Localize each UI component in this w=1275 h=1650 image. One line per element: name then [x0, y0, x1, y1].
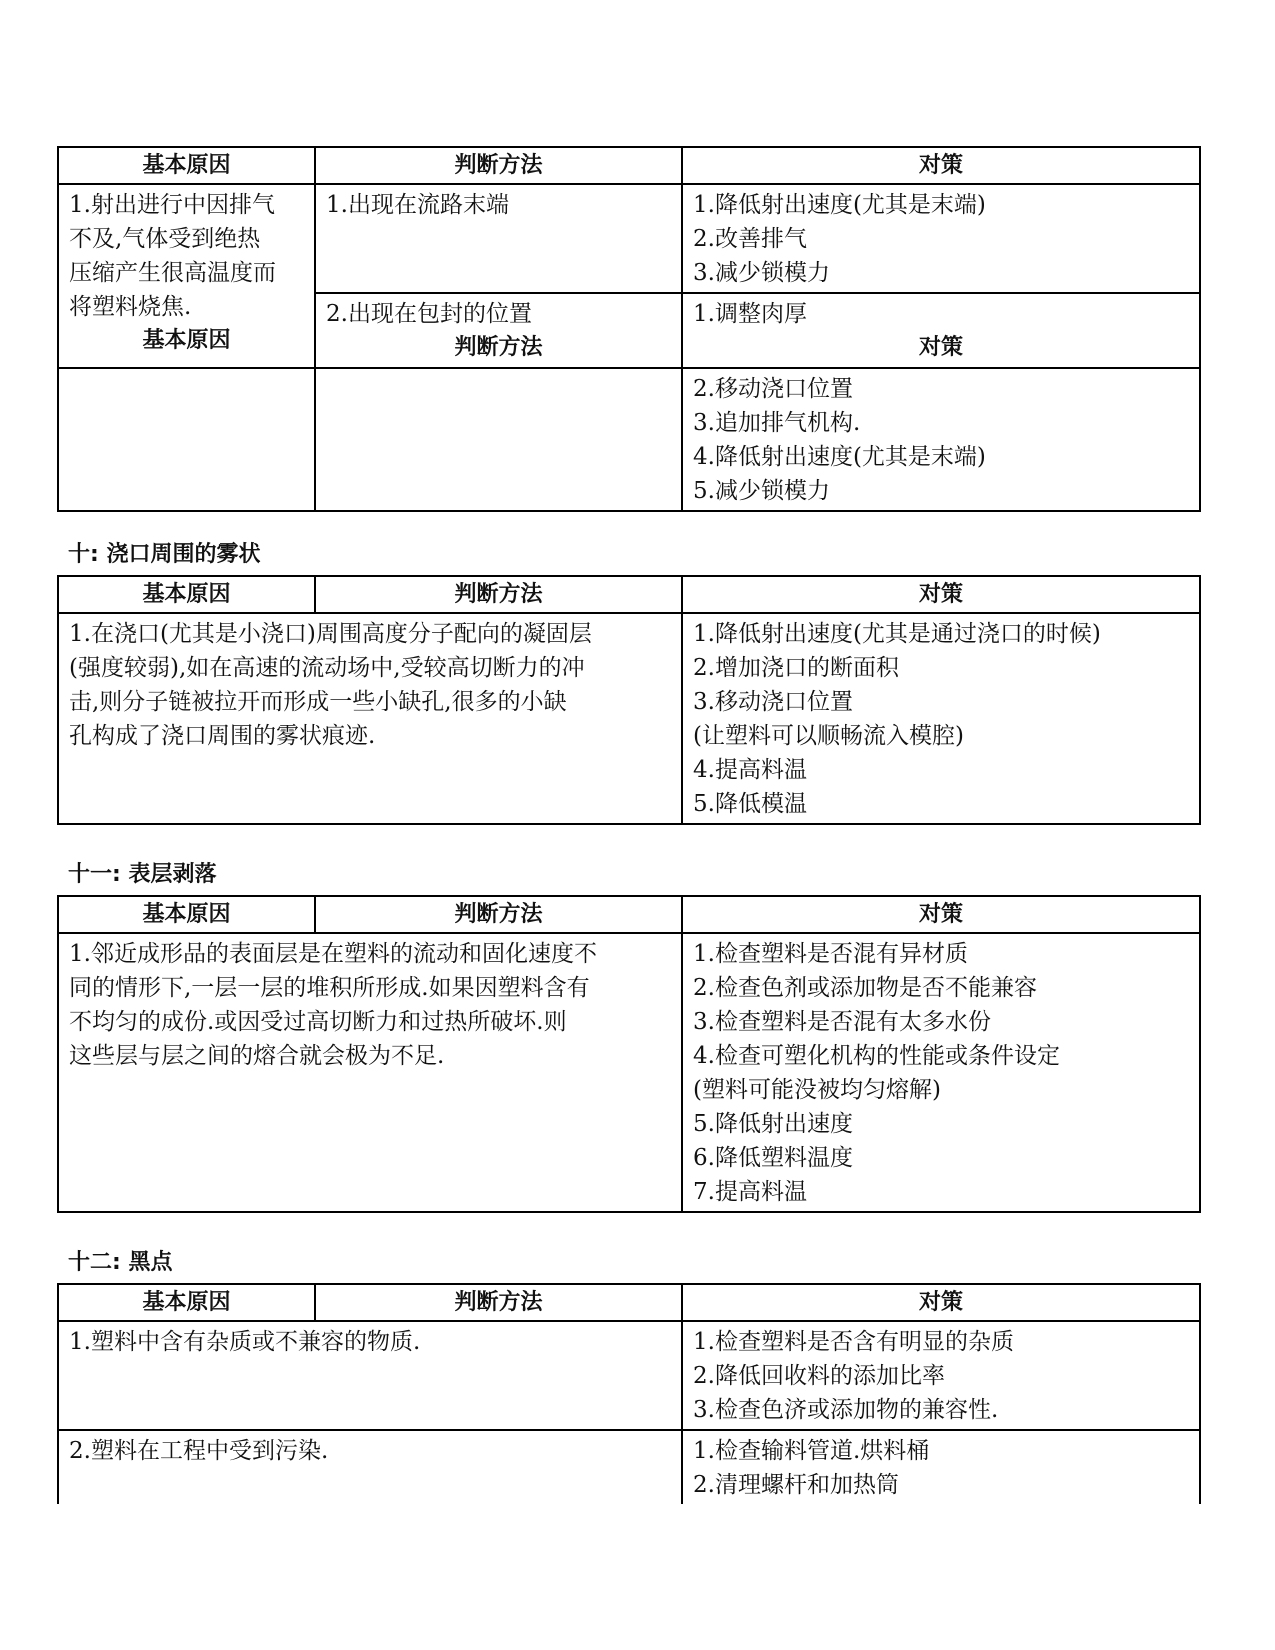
remedy-line: 3.追加排气机构. [693, 410, 861, 436]
header-remedy: 对策 [682, 1284, 1200, 1321]
cause-line: 击,则分子链被拉开而形成一些小缺孔,很多的小缺 [69, 689, 567, 715]
header-remedy: 对策 [682, 147, 1200, 184]
header-cause: 基本原因 [58, 576, 315, 613]
empty-cell [58, 368, 315, 511]
remedy-line: (让塑料可以顺畅流入模腔) [693, 723, 964, 749]
remedy-line: 7.提高料温 [693, 1179, 807, 1205]
header-method: 判断方法 [315, 896, 682, 933]
method-line: 2.出现在包封的位置 [326, 301, 532, 327]
remedy-line: 4.提高料温 [693, 757, 807, 783]
cause-line: 孔构成了浇口周围的雾状痕迹. [69, 723, 376, 749]
remedy-line: 1.降低射出速度(尤其是末端) [693, 192, 986, 218]
remedy-line: 2.降低回收料的添加比率 [693, 1363, 945, 1389]
repeated-header-method: 判断方法 [454, 335, 543, 360]
cause-cell [58, 613, 682, 824]
method-cell [315, 293, 682, 368]
cause-line: 1.在浇口(尤其是小浇口)周围高度分子配向的凝固层 [69, 621, 592, 647]
remedy-line: 3.检查塑料是否混有太多水份 [693, 1009, 991, 1035]
cause-line: 同的情形下,一层一层的堆积所形成.如果因塑料含有 [69, 975, 590, 1001]
remedy-line: 5.降低射出速度 [693, 1111, 853, 1137]
remedy-line: 2.增加浇口的断面积 [693, 655, 899, 681]
cause-cell [58, 184, 315, 368]
remedy-line: 1.检查塑料是否混有异材质 [693, 941, 968, 967]
remedy-line: 6.降低塑料温度 [693, 1145, 853, 1171]
table-black-spots [57, 1283, 1201, 1504]
cause-line: 不均匀的成份.或因受过高切断力和过热所破坏.则 [69, 1009, 567, 1035]
remedy-line: 2.移动浇口位置 [693, 376, 853, 402]
header-cause: 基本原因 [58, 147, 315, 184]
remedy-line: 1.检查塑料是否含有明显的杂质 [693, 1329, 1014, 1355]
section-title: 十一: 表层剥落 [68, 862, 217, 887]
remedy-cell [682, 184, 1200, 293]
repeated-header-cause: 基本原因 [142, 328, 231, 353]
remedy-cell [682, 613, 1200, 824]
table-burn-marks [57, 146, 1201, 512]
header-method: 判断方法 [315, 1284, 682, 1321]
cause-cell: 1.塑料中含有杂质或不兼容的物质. [58, 1321, 682, 1430]
remedy-line: 4.降低射出速度(尤其是末端) [693, 444, 986, 470]
remedy-cell [682, 293, 1200, 368]
cause-cell [58, 933, 682, 1212]
remedy-line: 4.检查可塑化机构的性能或条件设定 [693, 1043, 1060, 1069]
header-method: 判断方法 [315, 576, 682, 613]
table-peeling [57, 895, 1201, 1213]
remedy-line: 1.检查输料管道.烘料桶 [693, 1438, 930, 1464]
header-remedy: 对策 [682, 576, 1200, 613]
cause-line: 将塑料烧焦. [69, 294, 192, 320]
remedy-line: 5.减少锁模力 [693, 478, 830, 504]
remedy-line: (塑料可能没被均匀熔解) [693, 1077, 941, 1103]
remedy-cell [682, 1321, 1200, 1430]
header-cause: 基本原因 [58, 896, 315, 933]
remedy-line: 2.检查色剂或添加物是否不能兼容 [693, 975, 1037, 1001]
remedy-cell [682, 368, 1200, 511]
remedy-line: 2.清理螺杆和加热筒 [693, 1472, 899, 1498]
section-title: 十: 浇口周围的雾状 [68, 542, 261, 567]
cause-line: 这些层与层之间的熔合就会极为不足. [69, 1043, 445, 1069]
remedy-line: 5.降低模温 [693, 791, 807, 817]
remedy-line: 1.调整肉厚 [693, 301, 807, 327]
remedy-line: 3.检查色济或添加物的兼容性. [693, 1397, 999, 1423]
repeated-header-remedy: 对策 [918, 335, 963, 360]
cause-line: 压缩产生很高温度而 [69, 260, 276, 286]
remedy-cell [682, 933, 1200, 1212]
cause-line: 不及,气体受到绝热 [69, 226, 261, 252]
header-cause: 基本原因 [58, 1284, 315, 1321]
remedy-line: 3.减少锁模力 [693, 260, 830, 286]
remedy-line: 3.移动浇口位置 [693, 689, 853, 715]
remedy-line: 1.降低射出速度(尤其是通过浇口的时候) [693, 621, 1101, 647]
remedy-cell [682, 1430, 1200, 1504]
cause-line: 1.射出进行中因排气 [69, 192, 275, 218]
method-cell: 1.出现在流路末端 [315, 184, 682, 293]
header-remedy: 对策 [682, 896, 1200, 933]
section-title: 十二: 黑点 [68, 1250, 173, 1275]
remedy-line: 2.改善排气 [693, 226, 807, 252]
empty-cell [315, 368, 682, 511]
table-gate-fog [57, 575, 1201, 825]
cause-line: (强度较弱),如在高速的流动场中,受较高切断力的冲 [69, 655, 585, 681]
header-method: 判断方法 [315, 147, 682, 184]
cause-line: 1.邻近成形品的表面层是在塑料的流动和固化速度不 [69, 941, 597, 967]
cause-cell: 2.塑料在工程中受到污染. [58, 1430, 682, 1504]
